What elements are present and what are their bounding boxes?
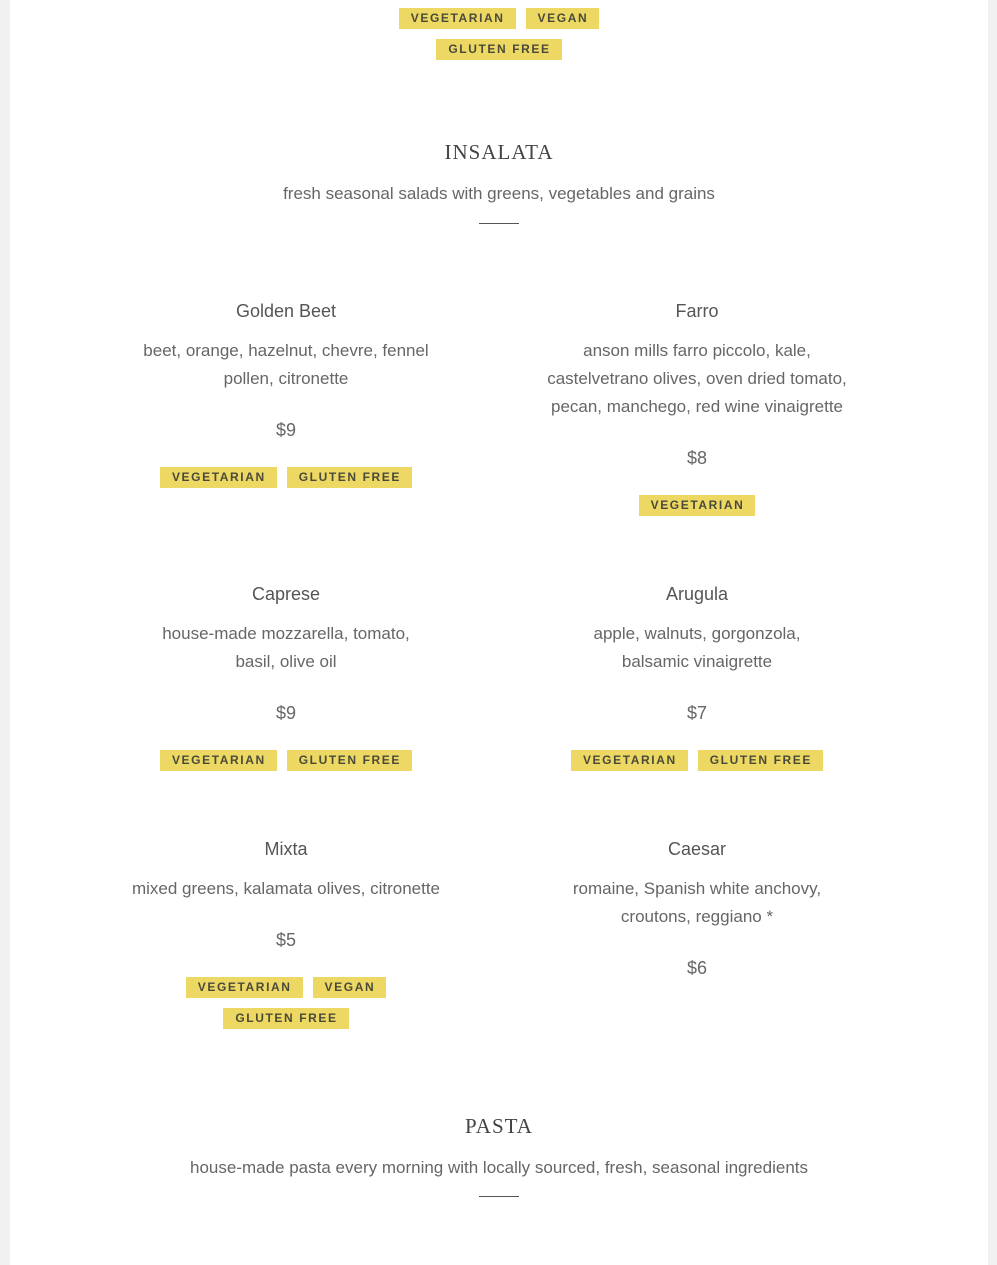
tag-gluten-free: GLUTEN FREE [287,750,412,771]
tag-vegetarian: VEGETARIAN [160,467,277,488]
item-price: $9 [275,420,297,440]
item-name: Golden Beet [235,301,337,321]
tag-gluten-free: GLUTEN FREE [223,1008,348,1029]
section-divider [479,223,519,224]
tag-vegetarian: VEGETARIAN [186,977,303,998]
menu-item-caesar [547,835,847,982]
item-description: beet, orange, hazelnut, chevre, fennel pollen, citronette [143,341,429,388]
item-tags [136,467,436,498]
section-subtitle-pasta: house-made pasta every morning with locally sourced, fresh, seasonal ingredients [190,1158,808,1177]
tag-vegan: VEGAN [526,8,600,29]
section-title-insalata: INSALATA [444,140,554,164]
item-price: $6 [686,958,708,978]
section-divider [479,1196,519,1197]
item-price: $5 [275,930,297,950]
tag-gluten-free: GLUTEN FREE [436,39,561,60]
tag-vegan: VEGAN [313,977,387,998]
menu-item-golden-beet [136,297,436,498]
menu-item-mixta [131,835,441,1039]
tag-vegetarian: VEGETARIAN [160,750,277,771]
tag-vegetarian: VEGETARIAN [639,495,756,516]
tag-vegetarian: VEGETARIAN [399,8,516,29]
item-description: anson mills farro piccolo, kale, castelvetrano olives, oven dried tomato, pecan, manchego, red wine vinaigrette [547,341,847,416]
item-name: Caesar [667,839,727,859]
item-description: house-made mozzarella, tomato, basil, olive oil [162,624,410,671]
section-subtitle-insalata: fresh seasonal salads with greens, vegetables and grains [283,184,715,203]
menu-item-caprese [136,580,436,781]
item-price: $8 [686,448,708,468]
section-title-pasta: PASTA [465,1114,533,1138]
item-description: apple, walnuts, gorgonzola, balsamic vinaigrette [593,624,801,671]
item-description: romaine, Spanish white anchovy, croutons, reggiano * [572,879,822,926]
tag-gluten-free: GLUTEN FREE [698,750,823,771]
tag-gluten-free: GLUTEN FREE [287,467,412,488]
menu-item-farro [547,297,847,526]
item-name: Mixta [264,839,308,859]
item-tags [136,977,436,1039]
item-name: Arugula [665,584,729,604]
top-tags-row-1 [10,8,988,29]
item-tags [136,750,436,781]
menu-page [10,0,988,1265]
item-price: $9 [275,703,297,723]
menu-item-arugula [547,580,847,781]
item-name: Caprese [251,584,321,604]
tag-vegetarian: VEGETARIAN [571,750,688,771]
item-name: Farro [675,301,719,321]
item-tags [547,495,847,526]
item-price: $7 [686,703,708,723]
top-tags-row-2 [10,39,988,60]
item-description: mixed greens, kalamata olives, citronette [131,879,441,898]
item-tags [547,750,847,781]
